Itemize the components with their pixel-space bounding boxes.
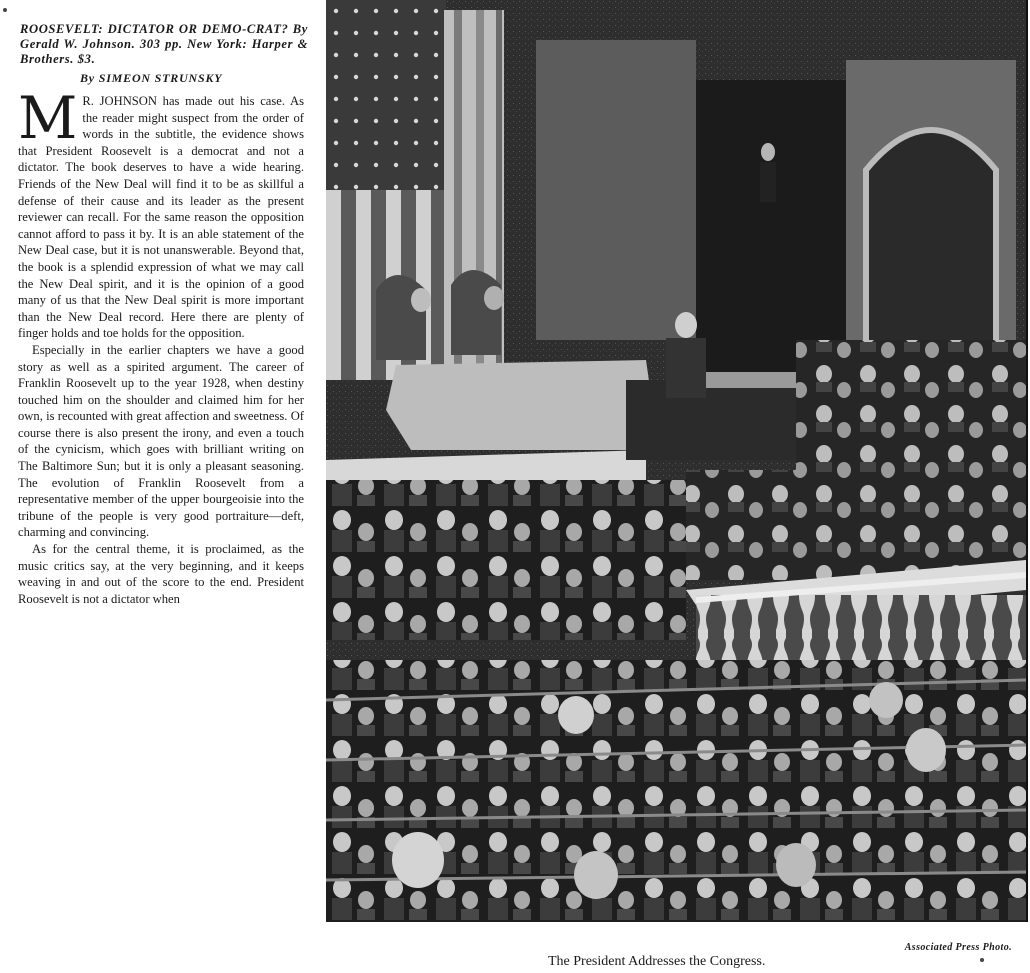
scan-speck	[3, 8, 7, 12]
article-headline: ROOSEVELT: DICTATOR OR DEMO-CRAT? By Gerald W. Johnson. 303 pp. New York: Harper & Brothers. $3.	[20, 22, 308, 66]
photo-illustration	[326, 0, 1026, 922]
paragraph-1-text: R. JOHNSON has made out his case. As the reader might suspect from the order of words in the subtitle, the evidence shows that President Roosevelt is a democrat and not a dictator. The book deserves to have a wide hearing. Friends of the New Deal will find it to be as skillful a defense of their cause and its leader as the present reviewer can recall. For the same reason the opposition cannot afford to pass it by. It is an able statement of the New Deal case, but it is not unanswerable. Beyond that, the book is a splendid expression of what we may call the New Deal spirit, and it is the opinion of a good many of us that the New Deal spirit is more important than the New Deal record. Here there are plenty of finger holds and toe holds for the opposition.	[18, 94, 304, 341]
article-paragraph-3: As for the central theme, it is proclaimed, as the music critics say, at the very beginning, and it keeps weaving in and out of the score to the end. President Roosevelt is not a dictator when	[18, 542, 304, 606]
article-body	[12, 84, 314, 607]
congress-photograph	[326, 0, 1028, 922]
scan-speck	[980, 958, 984, 962]
photo-credit: Associated Press Photo.	[904, 942, 1012, 953]
drop-cap: M	[18, 84, 78, 152]
article-paragraph-2: Especially in the earlier chapters we have a good story as well as a spirited argument. The career of Franklin Roosevelt up to the year 1928, when destiny touched him on the shoulder and claimed him for her own, is recounted with great affection and sweetness. Of course there is also present the irony, and even a touch of the cynicism, which goes with brilliant writing on The Baltimore Sun; but it is only a pleasant seasoning. The evolution of Franklin Roosevelt from a representative member of the upper bourgeoisie into the tribune of the people is very good portraiture—deft, charming and convincing.	[18, 342, 304, 540]
article-byline: By SIMEON STRUNSKY	[80, 71, 223, 85]
article-column	[12, 22, 314, 962]
photo-caption: The President Addresses the Congress.	[548, 954, 766, 969]
article-paragraph-1	[18, 84, 304, 342]
